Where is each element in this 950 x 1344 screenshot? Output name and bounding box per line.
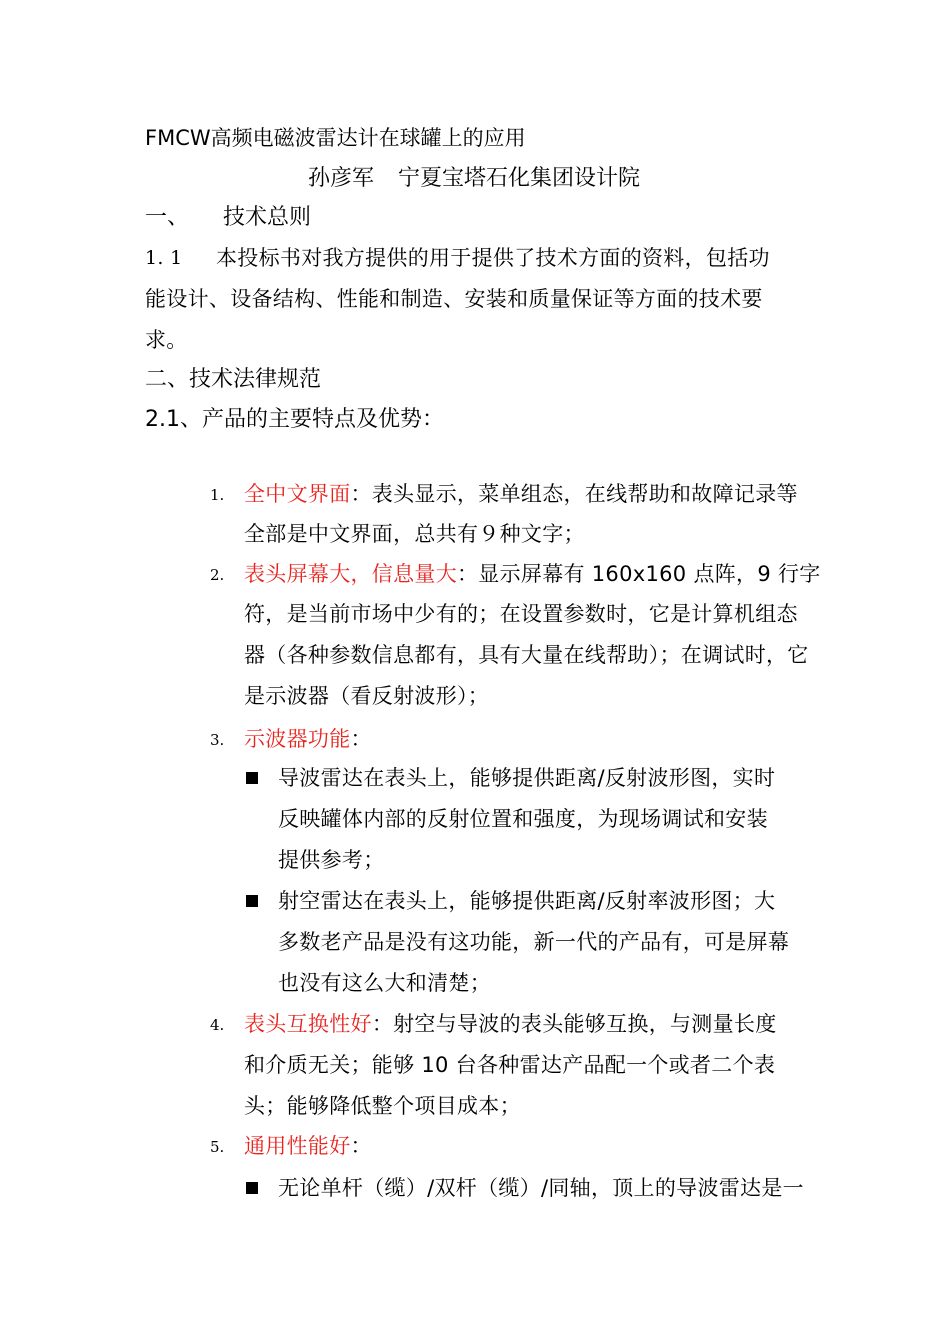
section1-heading — [145, 204, 311, 232]
list-item-line: 全部是中文界面，总共有９种文字； — [244, 522, 585, 546]
bullet-line: 反映罐体内部的反射位置和强度，为现场调试和安装 — [278, 807, 768, 831]
author-name: 孙彦军 — [308, 166, 375, 191]
section2-heading: 二、技术法律规范 — [145, 367, 322, 392]
bullet-square-icon — [246, 1182, 258, 1194]
feature-text: ： — [350, 1134, 372, 1158]
list-item-number: 3. — [210, 731, 225, 749]
section1-para-line: 本投标书对我方提供的用于提供了技术方面的资料，包括功 — [216, 246, 770, 270]
list-item-first-line — [244, 1132, 372, 1160]
feature-text: ：射空与导波的表头能够互换，与测量长度 — [371, 1012, 777, 1036]
section1-para-number: 1. 1 — [145, 247, 183, 269]
section1-para-line: 求。 — [145, 328, 188, 352]
bullet-line: 无论单杆（缆）/双杆（缆）/同轴，顶上的导波雷达是一 — [278, 1176, 804, 1200]
bullet-line: 多数老产品是没有这功能，新一代的产品有，可是屏幕 — [278, 930, 790, 954]
bullet-square-icon — [246, 895, 258, 907]
list-item-number: 2. — [210, 566, 225, 584]
bullet-line: 射空雷达在表头上，能够提供距离/反射率波形图；大 — [278, 889, 776, 913]
list-item-first-line — [244, 560, 821, 588]
list-item-line: 符，是当前市场中少有的；在设置参数时，它是计算机组态 — [244, 602, 798, 626]
bullet-line: 导波雷达在表头上，能够提供距离/反射波形图，实时 — [278, 766, 776, 790]
list-item-line: 是示波器（看反射波形）； — [244, 684, 490, 708]
feature-label: 表头互换性好 — [244, 1012, 372, 1036]
feature-text: ： — [350, 727, 372, 751]
section1-title: 技术总则 — [223, 205, 312, 230]
list-item-first-line — [244, 1010, 777, 1038]
feature-label: 表头屏幕大，信息量大 — [244, 562, 457, 586]
author-organization: 宁夏宝塔石化集团设计院 — [398, 166, 641, 191]
list-item-number: 5. — [210, 1138, 225, 1156]
bullet-line: 提供参考； — [278, 848, 385, 872]
bullet-square-icon — [246, 772, 258, 784]
feature-text: ：显示屏幕有 160x160 点阵，9 行字 — [457, 562, 821, 586]
feature-label: 通用性能好 — [244, 1134, 351, 1158]
author-line — [308, 165, 640, 193]
list-item-first-line — [244, 480, 798, 508]
section1-number: 一、 — [145, 205, 190, 230]
list-item-line: 和介质无关；能够 10 台各种雷达产品配一个或者二个表 — [244, 1053, 776, 1077]
list-item-first-line — [244, 725, 372, 753]
section2-subheading: 2.1、产品的主要特点及优势： — [145, 407, 444, 432]
document-title: FMCW高频电磁波雷达计在球罐上的应用 — [145, 126, 526, 150]
list-item-line: 器（各种参数信息都有，具有大量在线帮助）；在调试时，它 — [244, 643, 809, 667]
list-item-number: 4. — [210, 1016, 225, 1034]
bullet-line: 也没有这么大和清楚； — [278, 971, 491, 995]
feature-label: 示波器功能 — [244, 727, 351, 751]
list-item-number: 1. — [210, 486, 225, 504]
section1-para-line: 能设计、设备结构、性能和制造、安装和质量保证等方面的技术要 — [145, 287, 763, 311]
feature-label: 全中文界面 — [244, 482, 351, 506]
list-item-line: 头；能够降低整个项目成本； — [244, 1094, 521, 1118]
feature-text: ：表头显示，菜单组态，在线帮助和故障记录等 — [350, 482, 798, 506]
